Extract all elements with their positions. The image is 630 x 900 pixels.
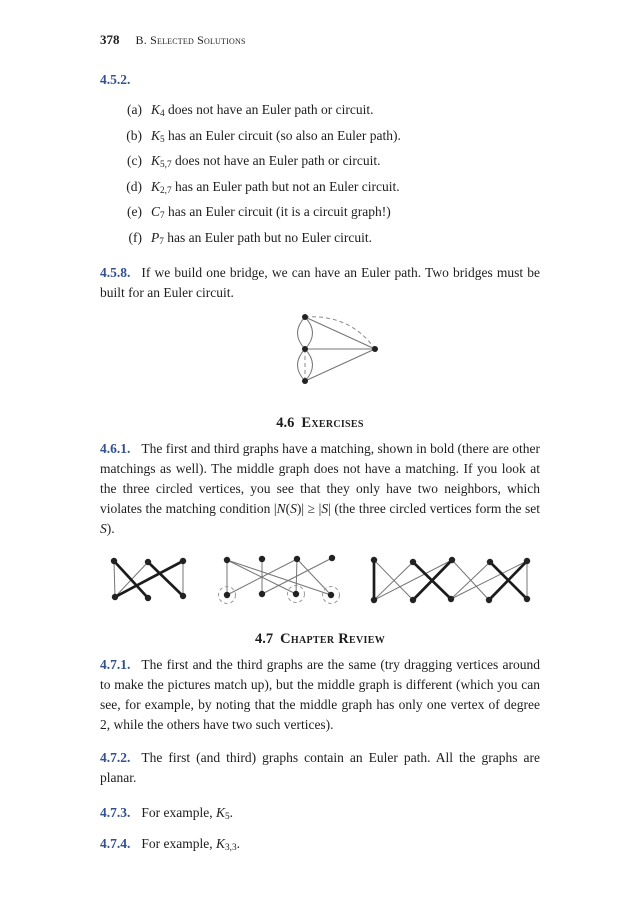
section-number: 4.7 xyxy=(254,631,274,647)
matching-graph-1 xyxy=(100,551,195,613)
solution-text: If we build one bridge, we can have an Euler path. Two bridges must be built for an Euler circuit. xyxy=(100,265,540,300)
solution-4-7-3 xyxy=(100,803,540,823)
list-item-label: (b) xyxy=(126,127,142,143)
section-title: Exercises xyxy=(301,415,364,431)
solution-4-6-1 xyxy=(100,439,540,539)
page-number: 378 xyxy=(100,32,120,47)
matching-graph-3 xyxy=(360,551,540,613)
list-item-text: $K_5$ has an Euler circuit (so also an Euler path). xyxy=(151,127,401,145)
list-item xyxy=(100,148,540,174)
solution-4-7-4 xyxy=(100,834,540,854)
page-header xyxy=(100,30,540,50)
list-item xyxy=(100,97,540,123)
solution-text: For example, $K_{3,3}$. xyxy=(141,836,240,854)
solution-4-5-2 xyxy=(100,70,540,90)
section-number: 4.6 xyxy=(276,415,295,431)
running-title: B. Selected Solutions xyxy=(135,33,246,47)
list-item-label: (f) xyxy=(128,229,142,245)
solution-text: The first (and third) graphs contain an Euler path. All the graphs are planar. xyxy=(100,750,540,785)
solution-number: 4.5.2. xyxy=(100,72,131,87)
list-item xyxy=(100,174,540,200)
list-item-label: (d) xyxy=(126,178,142,194)
matching-graphs-figure xyxy=(100,551,540,613)
list-item-text: $K_4$ does not have an Euler path or circuit. xyxy=(151,102,374,120)
solution-number: 4.7.2. xyxy=(100,750,131,765)
solution-text: For example, $K_5$. xyxy=(141,805,234,823)
list-item xyxy=(100,225,540,251)
section-heading-4-7 xyxy=(100,630,540,649)
list-item-label: (e) xyxy=(127,204,142,219)
bridge-figure-wrap xyxy=(100,309,540,399)
list-item xyxy=(100,123,540,149)
euler-path-list xyxy=(100,97,540,250)
section-heading-4-6 xyxy=(100,414,540,433)
section-title: Chapter Review xyxy=(280,631,386,647)
list-item-text: $C_7$ has an Euler circuit (it is a circuit graph!) xyxy=(151,204,391,222)
list-item xyxy=(100,199,540,225)
solution-number: 4.5.8. xyxy=(100,265,131,280)
matching-graph-2 xyxy=(214,551,342,613)
solution-4-7-2 xyxy=(100,748,540,788)
list-item-text: $K_{5,7}$ does not have an Euler path or circuit. xyxy=(151,153,381,171)
solution-4-7-1 xyxy=(100,655,540,735)
solution-number: 4.7.4. xyxy=(100,836,131,851)
solution-text: The first and the third graphs are the same (try dragging vertices around to make the pictures match up), but the middle graph is different (which you can see, for example, by noting that the middle graph has only one vertex of degree 2, while the others have two such vertices). xyxy=(100,657,540,732)
solution-4-5-8 xyxy=(100,263,540,303)
list-item-text: $P_7$ has an Euler path but no Euler circuit. xyxy=(151,229,372,247)
solution-number: 4.7.1. xyxy=(100,657,131,672)
list-item-label: (c) xyxy=(127,153,142,168)
list-item-label: (a) xyxy=(127,102,142,117)
solution-number: 4.6.1. xyxy=(100,441,131,456)
solution-number: 4.7.3. xyxy=(100,805,131,820)
bridge-graph-figure xyxy=(235,309,405,399)
list-item-text: $K_{2,7}$ has an Euler path but not an Euler circuit. xyxy=(151,178,400,196)
solution-text: The first and third graphs have a matching, shown in bold (there are other matchings as well). The middle graph does not have a matching. If you look at the three circled vertices, you see that they only have two neighbors, which violates the matching condition |N(S)| ≥ |S| (the three circled vertices form the set S). xyxy=(100,441,541,536)
